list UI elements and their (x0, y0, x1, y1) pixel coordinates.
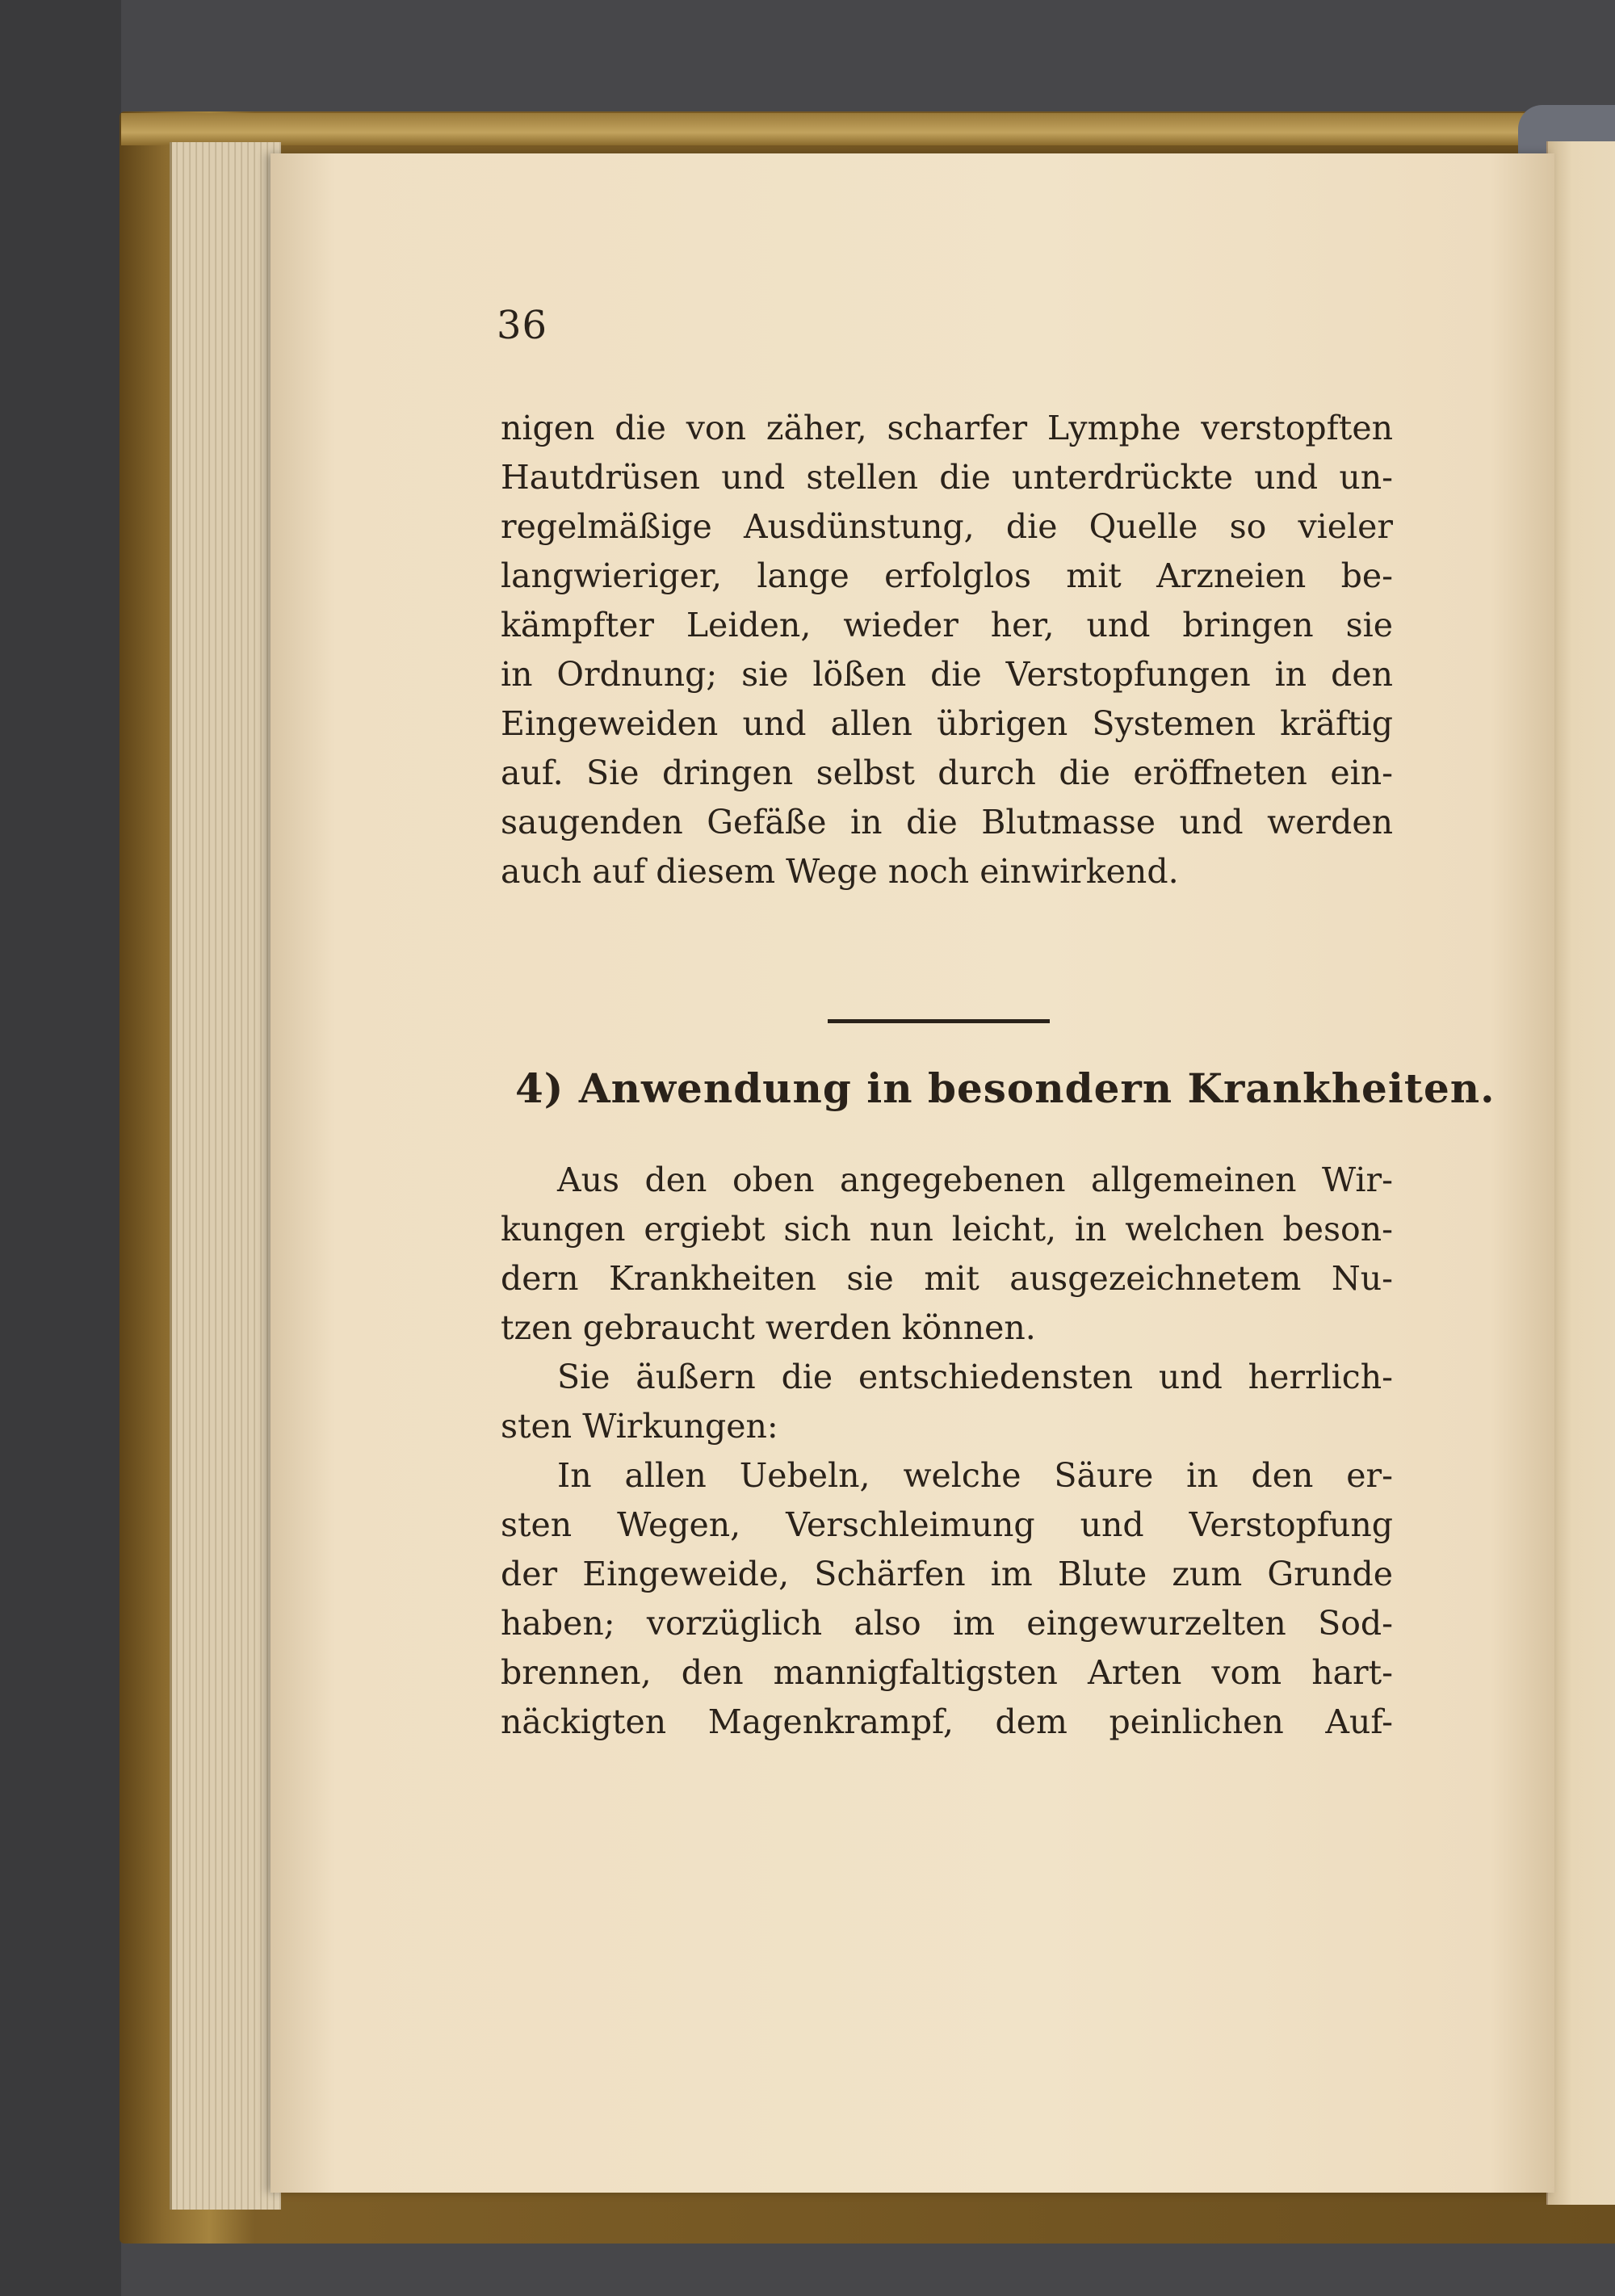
text-line: Hautdrüsen und stellen die unterdrückte und un- (501, 458, 1393, 497)
section-body (501, 1155, 1393, 1746)
text-line: nigen die von zäher, scharfer Lymphe verstopften (501, 409, 1393, 447)
background (0, 0, 121, 2296)
text-line: in Ordnung; sie lößen die Verstopfungen in den (501, 655, 1393, 694)
text-line: näckigten Magenkrampf, dem peinlichen Auf- (501, 1702, 1393, 1741)
text-line: haben; vorzüglich also im eingewurzelten Sod- (501, 1604, 1393, 1643)
text-line: dern Krankheiten sie mit ausgezeichnetem Nu- (501, 1259, 1393, 1298)
page-number: 36 (497, 303, 548, 348)
text-line: auch auf diesem Wege noch einwirkend. (501, 852, 1179, 891)
text-line: langwieriger, lange erfolglos mit Arzneien be- (501, 556, 1393, 595)
text-line: auf. Sie dringen selbst durch die eröffneten ein- (501, 753, 1393, 792)
facing-page-edge (1546, 141, 1615, 2205)
cover-edge (121, 113, 1615, 145)
text-line: sten Wirkungen: (501, 1407, 778, 1446)
text-line: saugenden Gefäße in die Blutmasse und werden (501, 803, 1393, 842)
text-line: Aus den oben angegebenen allgemeinen Wir- (557, 1161, 1393, 1199)
section-divider (828, 1019, 1050, 1023)
page-stack (170, 142, 281, 2210)
text-line: tzen gebraucht werden können. (501, 1308, 1036, 1347)
text-line: regelmäßige Ausdünstung, die Quelle so vieler (501, 507, 1393, 546)
text-line: In allen Uebeln, welche Säure in den er- (557, 1456, 1393, 1495)
text-line: brennen, den mannigfaltigsten Arten vom hart- (501, 1653, 1393, 1692)
text-line: kungen ergiebt sich nun leicht, in welchen beson- (501, 1210, 1393, 1249)
text-line: kämpfter Leiden, wieder her, und bringen sie (501, 606, 1393, 644)
paragraph-top (501, 404, 1393, 896)
text-line: sten Wegen, Verschleimung und Verstopfung (501, 1505, 1393, 1544)
text-line: Sie äußern die entschiedensten und herrlich- (557, 1358, 1393, 1396)
text-line: Eingeweiden und allen übrigen Systemen kräftig (501, 704, 1393, 743)
text-line: der Eingeweide, Schärfen im Blute zum Grunde (501, 1555, 1393, 1593)
section-heading: 4) Anwendung in besondern Krankheiten. (515, 1064, 1495, 1112)
